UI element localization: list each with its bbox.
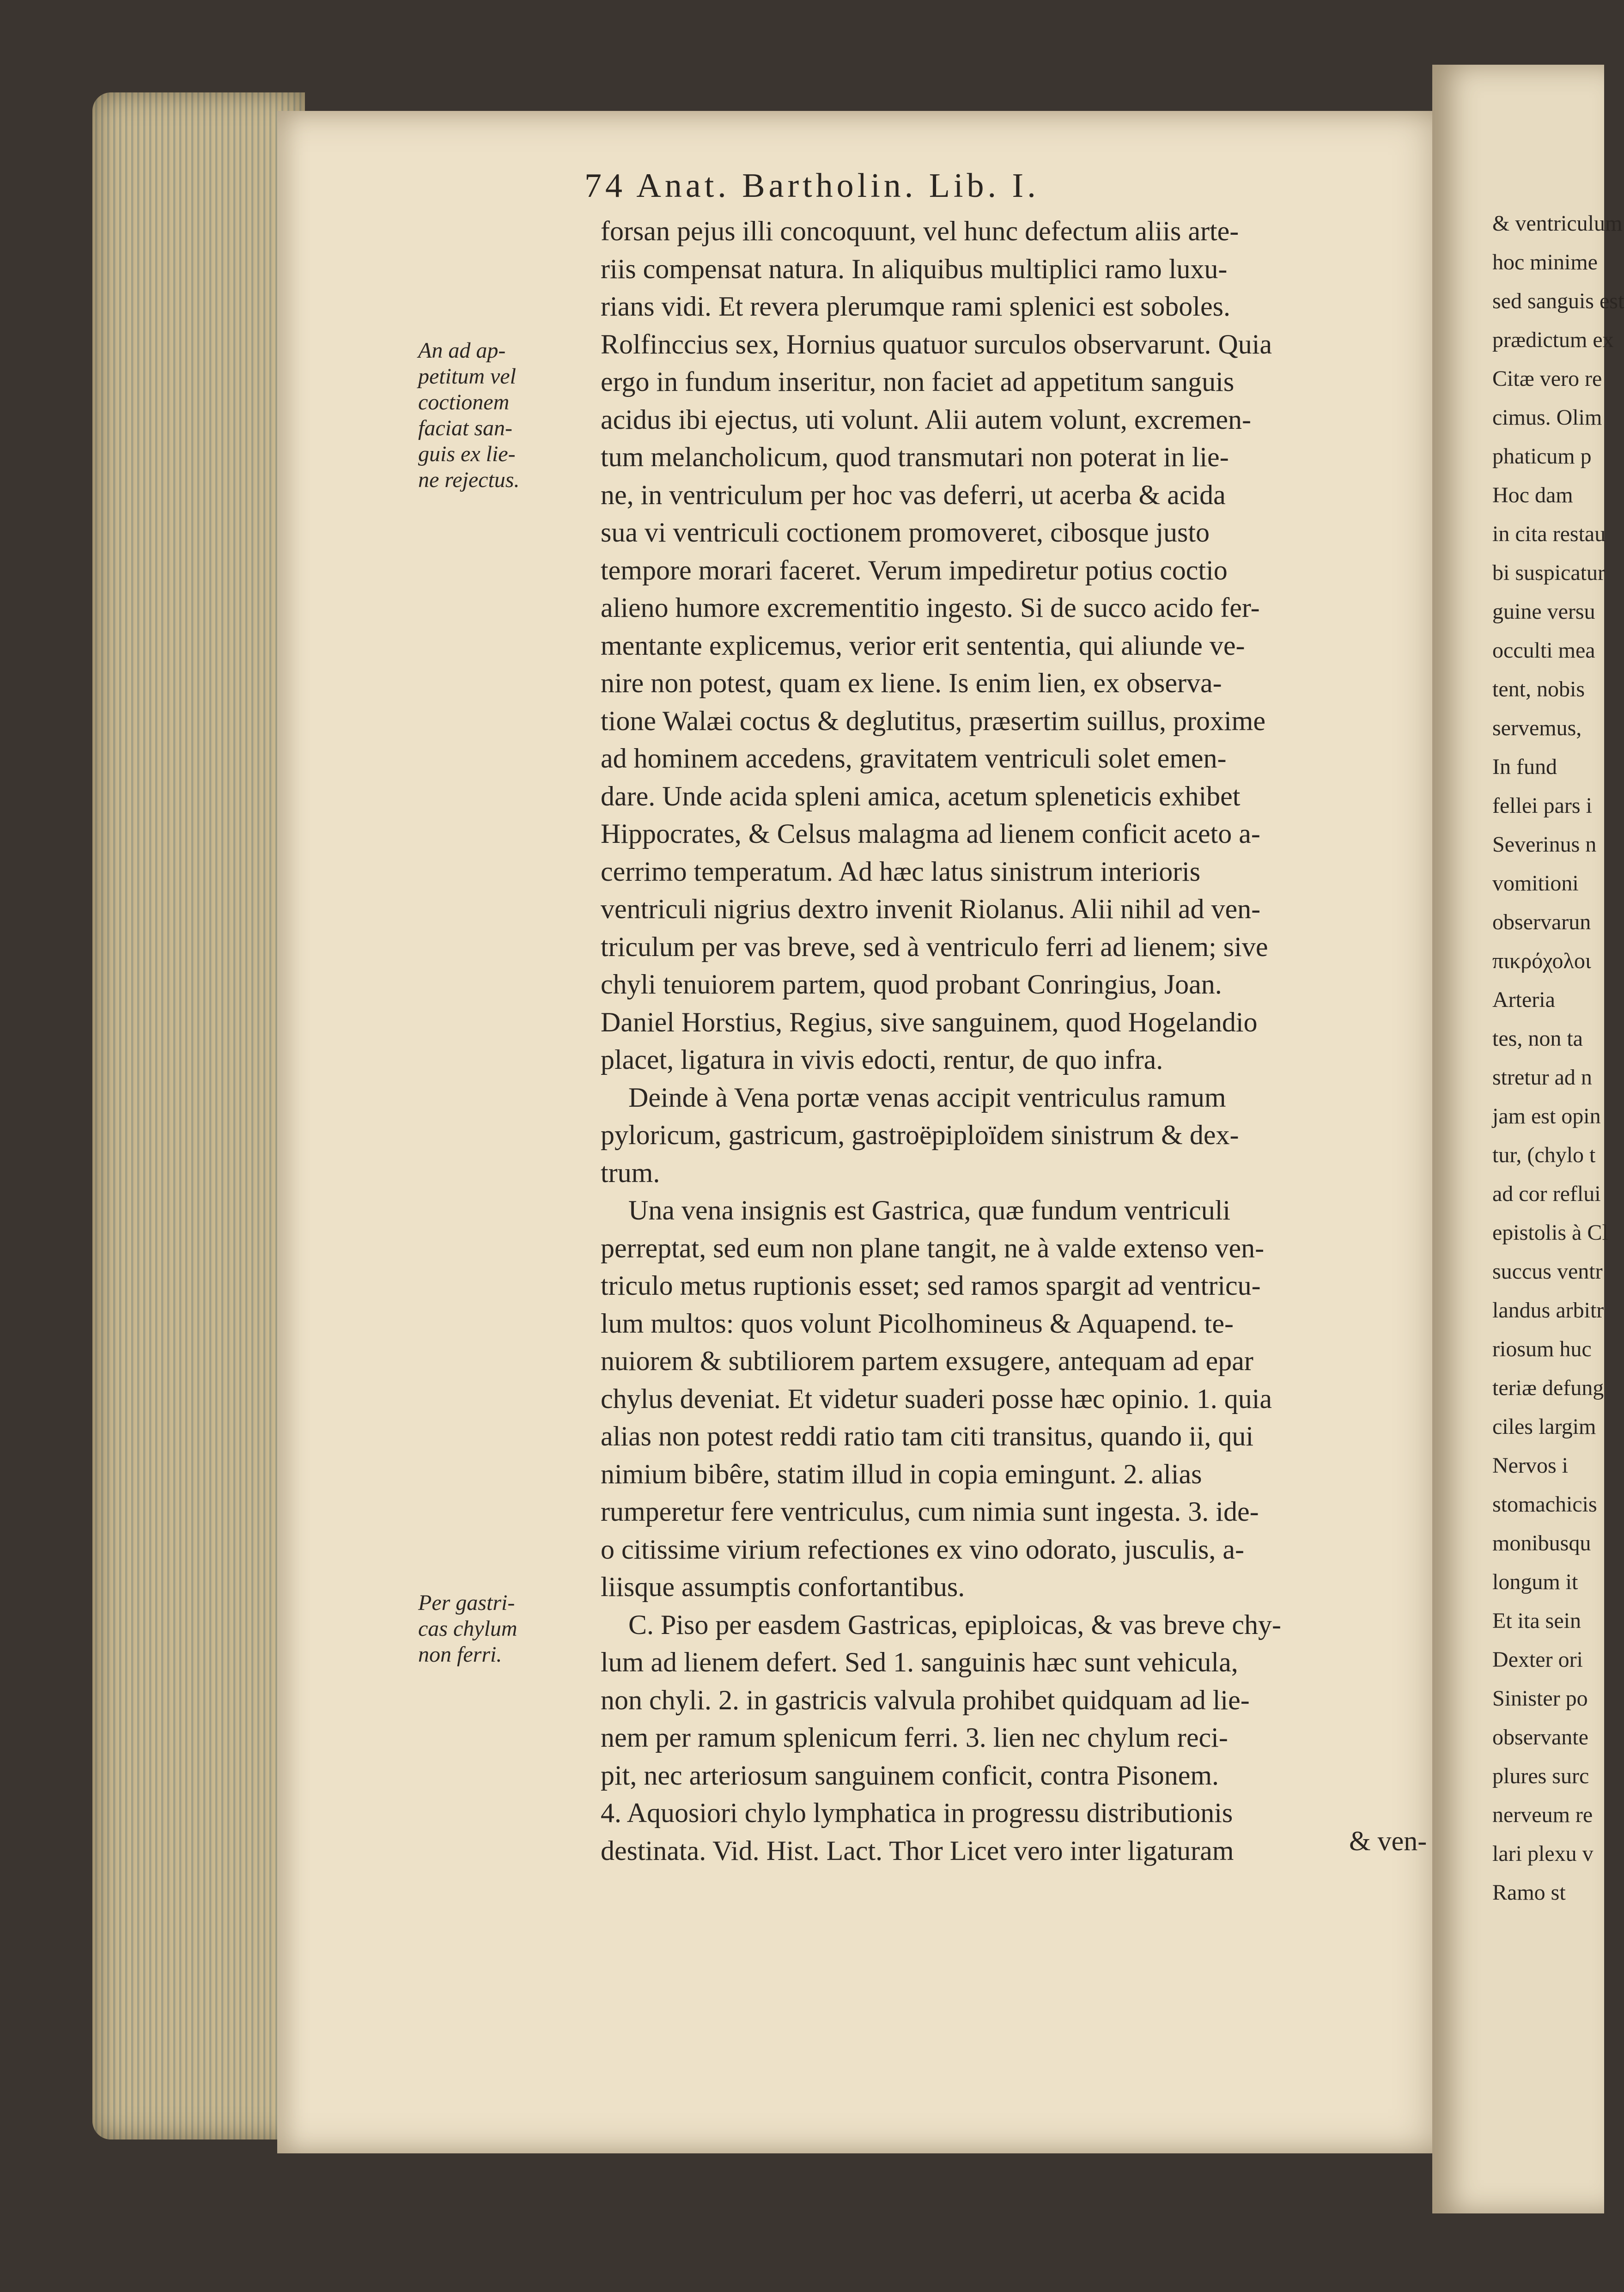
next-page-line: sed sanguis est (1492, 289, 1624, 313)
next-page-line: tur, (chylo t (1492, 1143, 1596, 1167)
next-page-line: Nervos i (1492, 1453, 1568, 1478)
body-line: perreptat, sed eum non plane tangit, ne à valde extenso ven- (601, 1232, 1265, 1263)
next-page-line: Arteria (1492, 988, 1555, 1012)
next-page-line: landus arbitr (1492, 1298, 1604, 1323)
margin-note-line: Per gastri- (418, 1591, 515, 1615)
next-page-line: bi suspicatur (1492, 561, 1605, 585)
next-page-line: nerveum re (1492, 1803, 1593, 1827)
body-line: destinata. Vid. Hist. Lact. Thor Licet vero inter ligaturam (601, 1835, 1234, 1866)
running-header: 74 Anat. Bartholin. Lib. I. (584, 167, 1040, 205)
next-page-line: ciles largim (1492, 1414, 1596, 1439)
body-line: Rolfinccius sex, Hornius quatuor surculos observarunt. Quia (601, 329, 1272, 360)
next-page-line: monibusqu (1492, 1531, 1591, 1555)
margin-note-line: An ad ap- (418, 338, 506, 363)
next-page-line: vomitioni (1492, 871, 1579, 896)
body-line: ad hominem accedens, gravitatem ventriculi solet emen- (601, 743, 1227, 774)
body-line: tione Walæi coctus & deglutitus, præsertim suillus, proxime (601, 705, 1265, 736)
margin-note-line: faciat san- (418, 416, 512, 440)
next-page-line: Sinister po (1492, 1686, 1588, 1711)
next-page-line: & ventriculum (1492, 211, 1623, 236)
catchword: & ven- (1349, 1826, 1427, 1856)
body-line: Una vena insignis est Gastrica, quæ fundum ventriculi (628, 1195, 1231, 1225)
next-page-line: Citæ vero re (1492, 366, 1602, 391)
next-page-line: plures surc (1492, 1764, 1589, 1788)
body-line: non chyli. 2. in gastricis valvula prohibet quidquam ad lie- (601, 1684, 1250, 1715)
next-page-line: cimus. Olim (1492, 405, 1602, 430)
next-page-line: Hoc dam (1492, 483, 1573, 507)
next-page-line: Dexter ori (1492, 1647, 1583, 1672)
body-line: ergo in fundum inseritur, non faciet ad appetitum sanguis (601, 366, 1235, 397)
body-line: pit, nec arteriosum sanguinem conficit, contra Pisonem. (601, 1760, 1219, 1791)
next-page-line: In fund (1492, 755, 1557, 779)
margin-note-line: coctionem (418, 390, 510, 415)
next-page-line: jam est opin (1492, 1104, 1601, 1128)
book-page-edges (92, 92, 305, 2140)
margin-note-line: cas chylum (418, 1616, 517, 1641)
next-page-line: πικρόχολοι (1492, 949, 1591, 973)
body-line: rumperetur fere ventriculus, cum nimia sunt ingesta. 3. ide- (601, 1496, 1259, 1527)
body-line: alias non potest reddi ratio tam citi transitus, quando ii, qui (601, 1421, 1254, 1451)
next-page-line: tes, non ta (1492, 1026, 1583, 1051)
body-line: chylus deveniat. Et videtur suaderi posse hæc opinio. 1. quia (601, 1383, 1272, 1414)
next-page-line: in cita restau (1492, 522, 1606, 546)
next-page-line: Severinus n (1492, 832, 1597, 857)
body-line: ventriculi nigrius dextro invenit Riolanus. Alii nihil ad ven- (601, 894, 1261, 924)
body-line: nuiorem & subtiliorem partem exsugere, antequam ad epar (601, 1346, 1253, 1376)
next-page-line: observarun (1492, 910, 1591, 934)
next-page-line: stretur ad n (1492, 1065, 1592, 1090)
body-line: 4. Aquosiori chylo lymphatica in progressu distributionis (601, 1798, 1233, 1828)
next-page-line: Ramo st (1492, 1880, 1566, 1905)
body-line: nimium bibêre, statim illud in copia emingunt. 2. alias (601, 1458, 1202, 1489)
next-page-line: observante (1492, 1725, 1588, 1749)
next-page-line: stomachicis (1492, 1492, 1597, 1517)
body-line: alieno humore excrementitio ingesto. Si de succo acido fer- (601, 592, 1260, 623)
body-line: pyloricum, gastricum, gastroëpiploïdem sinistrum & dex- (601, 1120, 1239, 1150)
body-line: triculo metus ruptionis esset; sed ramos spargit ad ventricu- (601, 1270, 1261, 1301)
body-line: dare. Unde acida spleni amica, acetum spleneticis exhibet (601, 780, 1241, 811)
next-page-line: Et ita sein (1492, 1609, 1581, 1633)
body-line: mentante explicemus, verior erit sententia, qui aliunde ve- (601, 630, 1245, 661)
margin-note-line: guis ex lie- (418, 442, 516, 466)
next-page-line: teriæ defung (1492, 1376, 1604, 1400)
body-line: C. Piso per easdem Gastricas, epiploicas, & vas breve chy- (628, 1609, 1281, 1640)
margin-note-line: non ferri. (418, 1642, 502, 1667)
next-page-line: riosum huc (1492, 1337, 1592, 1361)
body-line: chyli tenuiorem partem, quod probant Conringius, Joan. (601, 969, 1222, 1000)
body-line: cerrimo temperatum. Ad hæc latus sinistrum interioris (601, 856, 1201, 887)
body-line: trum. (601, 1157, 660, 1188)
body-line: acidus ibi ejectus, uti volunt. Alii autem volunt, excremen- (601, 404, 1252, 435)
body-line: liisque assumptis confortantibus. (601, 1572, 965, 1602)
next-page-line: occulti mea (1492, 638, 1595, 663)
body-line: Daniel Horstius, Regius, sive sanguinem, quod Hogelandio (601, 1006, 1258, 1037)
body-line: nem per ramum splenicum ferri. 3. lien nec chylum reci- (601, 1722, 1228, 1753)
next-page-line: phaticum p (1492, 444, 1592, 469)
body-line: nire non potest, quam ex liene. Is enim lien, ex observa- (601, 668, 1222, 698)
next-page-line: epistolis à Cl (1492, 1220, 1608, 1245)
body-line: lum ad lienem defert. Sed 1. sanguinis hæc sunt vehicula, (601, 1647, 1238, 1677)
body-line: lum multos: quos volunt Picolhomineus & Aquapend. te- (601, 1308, 1234, 1339)
next-page-line: lari plexu v (1492, 1841, 1594, 1866)
body-line: riis compensat natura. In aliquibus multiplici ramo luxu- (601, 253, 1228, 284)
body-line: placet, ligatura in vivis edocti, rentur, de quo infra. (601, 1044, 1163, 1075)
body-line: tempore morari faceret. Verum impediretur potius coctio (601, 555, 1228, 585)
body-line: o citissime virium refectiones ex vino odorato, jusculis, a- (601, 1534, 1245, 1565)
body-line: rians vidi. Et revera plerumque rami splenici est soboles. (601, 291, 1230, 322)
next-page-line: succus ventr (1492, 1259, 1603, 1284)
body-line: sua vi ventriculi coctionem promoveret, cibosque justo (601, 517, 1210, 548)
next-page-line: longum it (1492, 1570, 1578, 1594)
body-line: tum melancholicum, quod transmutari non poterat in lie- (601, 442, 1229, 472)
body-line: forsan pejus illi concoquunt, vel hunc defectum aliis arte- (601, 216, 1239, 246)
margin-note-line: petitum vel (418, 364, 516, 389)
margin-note-line: ne rejectus. (418, 468, 520, 492)
next-page-line: fellei pars i (1492, 793, 1592, 818)
next-page-line: ad cor reflui (1492, 1182, 1601, 1206)
next-page-line: hoc minime (1492, 250, 1598, 274)
body-line: Deinde à Vena portæ venas accipit ventriculus ramum (628, 1082, 1226, 1113)
body-line: triculum per vas breve, sed à ventriculo ferri ad lienem; sive (601, 931, 1268, 962)
body-line: ne, in ventriculum per hoc vas deferri, ut acerba & acida (601, 479, 1226, 510)
next-page-line: prædictum ex (1492, 328, 1614, 352)
next-page-line: tent, nobis (1492, 677, 1585, 701)
right-page-fragment (1432, 65, 1624, 2213)
next-page-line: servemus, (1492, 716, 1582, 740)
body-line: Hippocrates, & Celsus malagma ad lienem conficit aceto a- (601, 818, 1260, 849)
next-page-line: guine versu (1492, 599, 1595, 624)
